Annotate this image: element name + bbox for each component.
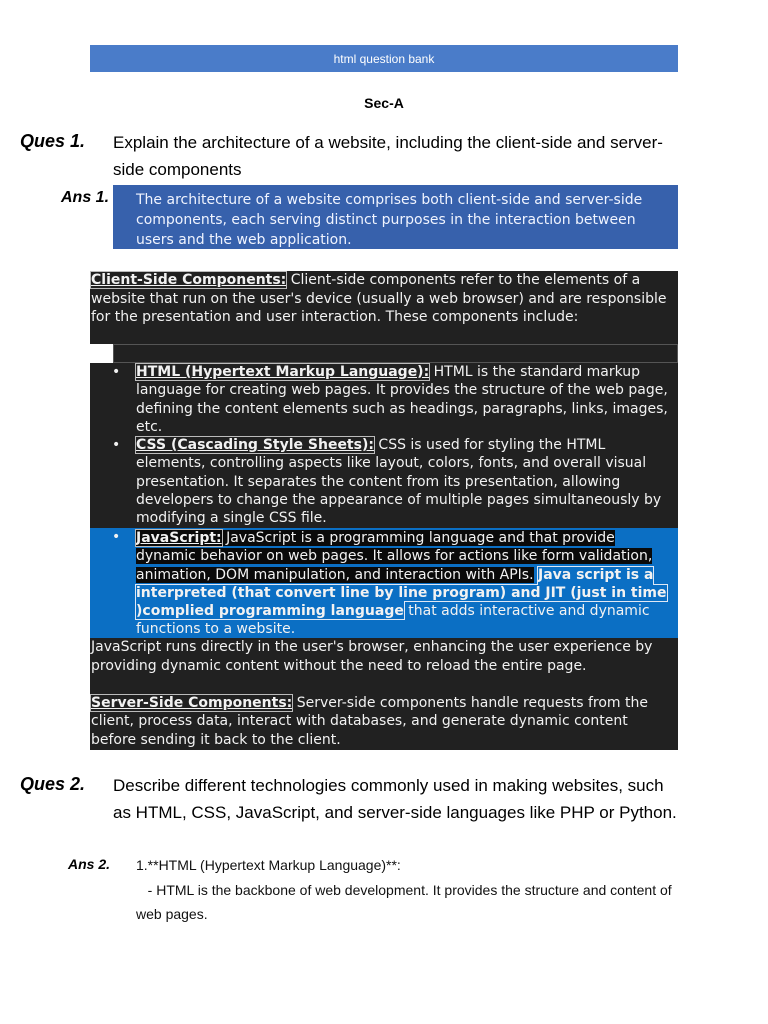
answer-2-line-2: - HTML is the backbone of web development. It provides the structure and content of web pages.: [136, 881, 676, 922]
client-components-list: [90, 363, 678, 638]
client-side-heading: Client-Side Components:: [91, 272, 287, 288]
js-browser-paragraph: JavaScript runs directly in the user's browser, enhancing the user experience by providing dynamic content without the need to reload the entire page.: [91, 639, 653, 674]
client-side-text: Client-side components refer to the elements of a website that run on the user's device (usually a web browser) and are responsible for the presentation and user interaction. These components include:: [91, 272, 667, 325]
javascript-note: Java script is a interpreted (that convert line by line program) and JIT (just in time )complied programming language: [136, 566, 667, 620]
question-2-text: Describe different technologies commonly used in making websites, such as HTML, CSS, JavaScript, and server-side languages like PHP or Python.: [113, 776, 677, 822]
empty-line-block: [113, 344, 678, 363]
client-side-paragraph: [90, 271, 678, 344]
question-2-label: Ques 2.: [20, 774, 86, 794]
bullet-icon: •: [112, 437, 121, 453]
javascript-text: JavaScript is a programming language and that provide dynamic behavior on web pages. It allows for actions like form validation, animation, DOM manipulation, and interaction with APIs.: [136, 530, 653, 583]
section-title: Sec-A: [364, 95, 404, 111]
list-item-javascript: [90, 528, 678, 638]
javascript-tail: that adds interactive and dynamic functions to a website.: [136, 603, 650, 638]
bullet-icon: •: [112, 529, 121, 545]
server-side-block: [90, 638, 678, 750]
css-term: CSS (Cascading Style Sheets):: [136, 437, 374, 453]
list-item-css: [90, 436, 678, 528]
server-side-heading: Server-Side Components:: [91, 694, 293, 711]
question-1-text: Explain the architecture of a website, including the client-side and server-side components: [113, 133, 663, 179]
css-text: CSS is used for styling the HTML elements, controlling aspects like layout, colors, fonts, and overall visual presentation. It separates the content from its presentation, allowing developers to change the appearance of multiple pages simultaneously by modifying a single CSS file.: [136, 437, 662, 527]
header-title: html question bank: [333, 51, 435, 66]
bullet-icon: •: [112, 364, 121, 380]
list-item-html: [90, 363, 678, 436]
html-term: HTML (Hypertext Markup Language):: [136, 364, 430, 380]
answer-2-label: Ans 2.: [68, 856, 111, 872]
server-side-text: Server-side components handle requests from the client, process data, interact with databases, and generate dynamic content before sending it back to the client.: [91, 694, 648, 748]
html-text: HTML is the standard markup language for creating web pages. It provides the structure of the web page, defining the content elements such as headings, paragraphs, links, images, etc.: [136, 364, 668, 435]
document-header: [90, 45, 678, 72]
answer-1-intro: The architecture of a website comprises both client-side and server-side components, each serving distinct purposes in the interaction between users and the web application.: [113, 185, 678, 249]
answer-2-body: [136, 853, 676, 927]
javascript-term: JavaScript:: [136, 530, 222, 546]
server-side-paragraph: [91, 694, 676, 750]
answer-2-line-1: 1.**HTML (Hypertext Markup Language)**:: [136, 857, 401, 873]
question-1-label: Ques 1.: [20, 131, 86, 151]
answer-1-label: Ans 1.: [61, 189, 110, 206]
